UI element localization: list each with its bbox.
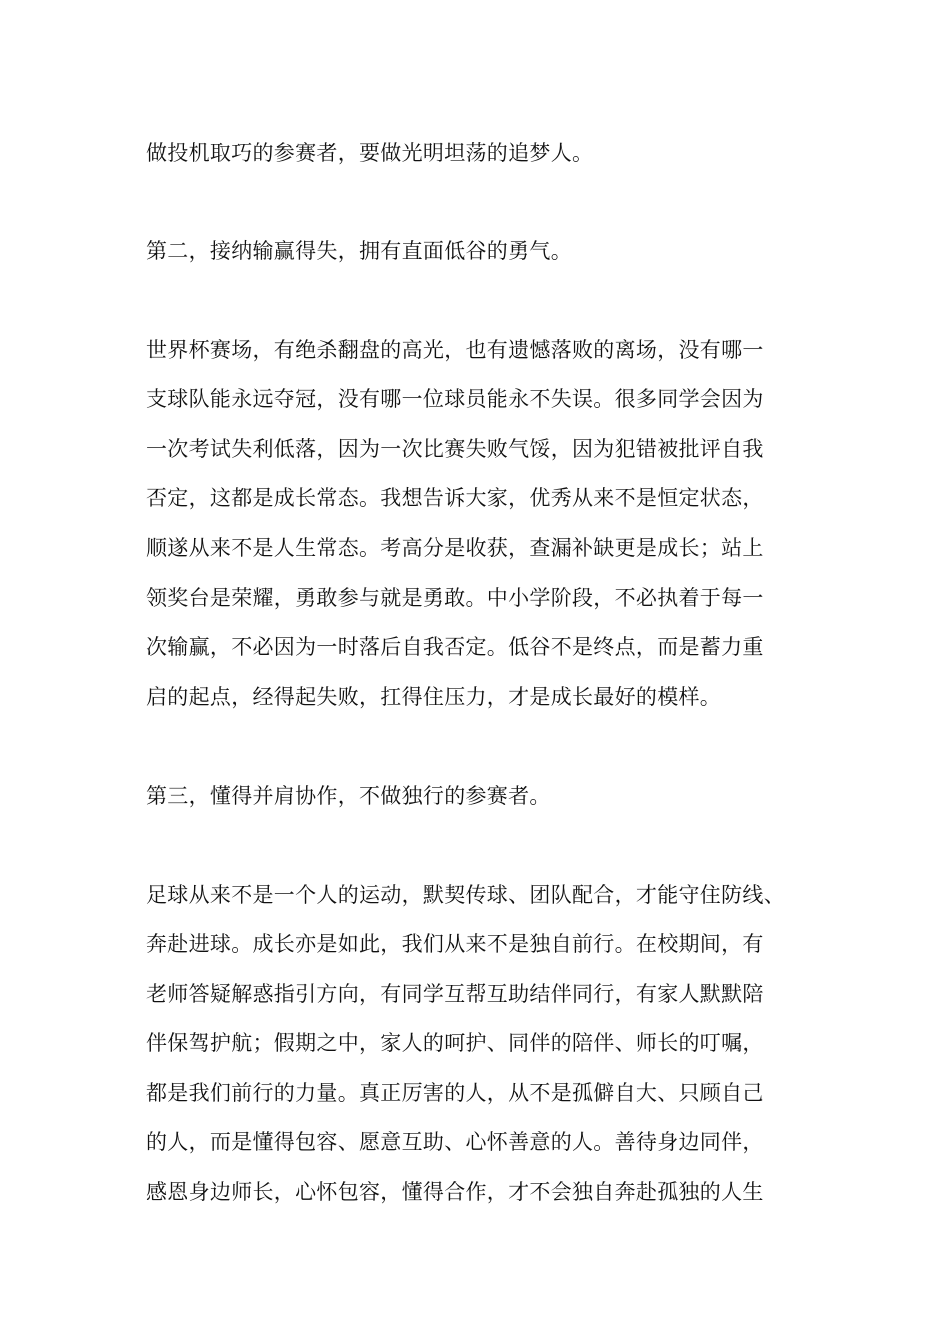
paragraph-line: 领奖台是荣耀，勇敢参与就是勇敢。中小学阶段，不必执着于每一 [146, 586, 764, 610]
paragraph-line: 都是我们前行的力量。真正厉害的人，从不是孤僻自大、只顾自己 [146, 1081, 764, 1105]
paragraph-line: 否定，这都是成长常态。我想告诉大家，优秀从来不是恒定状态， [146, 486, 764, 510]
paragraph-line: 伴保驾护航；假期之中，家人的呵护、同伴的陪伴、师长的叮嘱， [146, 1031, 764, 1055]
paragraph-line: 做投机取巧的参赛者，要做光明坦荡的追梦人。 [146, 141, 594, 165]
section-heading-3: 第三，懂得并肩协作，不做独行的参赛者。 [146, 784, 551, 808]
paragraph-line: 次输赢，不必因为一时落后自我否定。低谷不是终点，而是蓄力重 [146, 635, 764, 659]
paragraph-line: 足球从来不是一个人的运动，默契传球、团队配合，才能守住防线、 [146, 883, 785, 907]
paragraph-line: 老师答疑解惑指引方向，有同学互帮互助结伴同行，有家人默默陪 [146, 982, 764, 1006]
paragraph-line: 的人，而是懂得包容、愿意互助、心怀善意的人。善待身边同伴， [146, 1130, 764, 1154]
section-heading-2: 第二，接纳输赢得失，拥有直面低谷的勇气。 [146, 239, 572, 263]
paragraph-line: 支球队能永远夺冠，没有哪一位球员能永不失误。很多同学会因为 [146, 387, 764, 411]
paragraph-line: 奔赴进球。成长亦是如此，我们从来不是独自前行。在校期间，有 [146, 932, 764, 956]
paragraph-line: 世界杯赛场，有绝杀翻盘的高光，也有遗憾落败的离场，没有哪一 [146, 338, 764, 362]
paragraph-line: 感恩身边师长，心怀包容，懂得合作，才不会独自奔赴孤独的人生 [146, 1180, 764, 1204]
paragraph-line: 顺遂从来不是人生常态。考高分是收获，查漏补缺更是成长；站上 [146, 536, 764, 560]
paragraph-line: 启的起点，经得起失败，扛得住压力，才是成长最好的模样。 [146, 685, 722, 709]
paragraph-line: 一次考试失利低落，因为一次比赛失败气馁，因为犯错被批评自我 [146, 437, 764, 461]
